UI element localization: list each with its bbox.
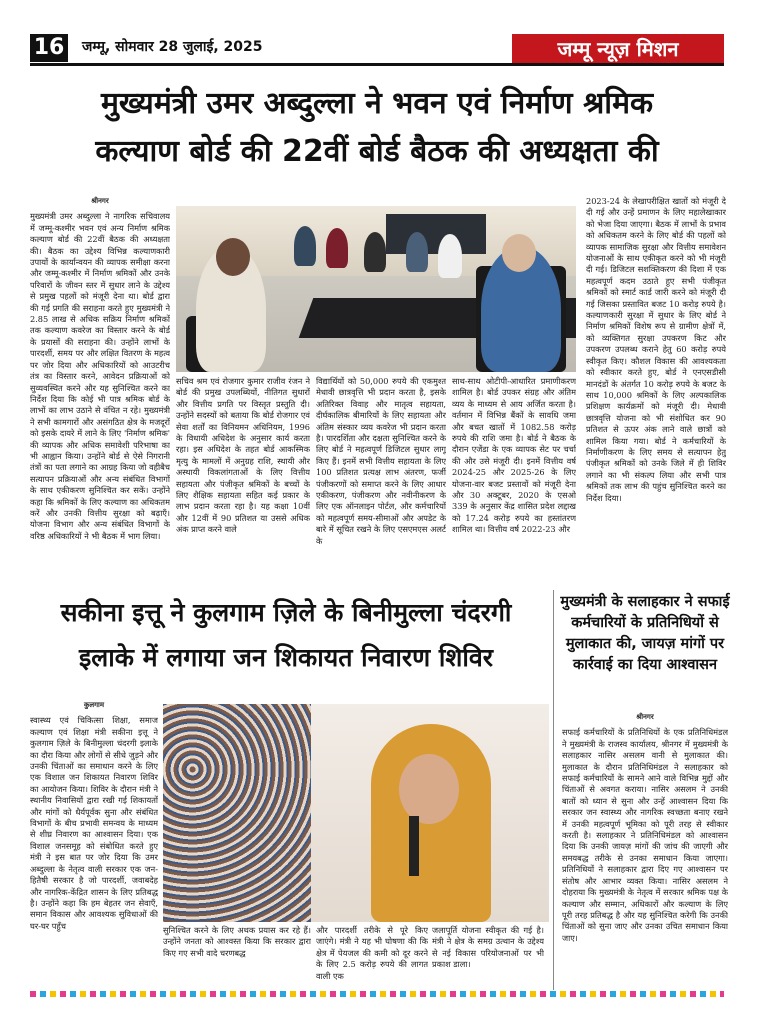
photo-person [294, 226, 316, 266]
story1-col3-text: विद्यार्थियों को 50,000 रुपये की एकमुश्त मेधावी छात्रवृत्ति भी प्रदान करता है, इसके अतिरिक्त विवाह और मातृत्व सहायता, दीर्घकालिक बीमारियों के लिए सहायता और अंतिम संस्कार व्यय कवरेज भी प्रदान करता है। पारदर्शिता और दक्षता सुनिश्चित करने के लिए बोर्ड ने महत्वपूर्ण डिजिटल सुधार लागू किए हैं। इनमें सभी वित्तीय सहायता के लिए 100 प्रतिशत प्रत्यक्ष लाभ अंतरण, फर्जी पंजीकरणों को समाप्त करने के लिए आधार एकीकरण, पंजीकरण और नवीनीकरण के लिए एक ऑनलाइन पोर्टल, और कर्मचारियों को महत्वपूर्ण समय-सीमाओं और अपडेट के बारे में सूचित रखने के लिए एसएमएस अलर्ट के [316, 376, 446, 546]
masthead-rule [30, 63, 724, 66]
story2-col1 [30, 700, 158, 988]
photo-person-head [502, 234, 536, 272]
story2-headline-line1: सकीना इत्तू ने कुलगाम ज़िले के बिनीमुल्ला चंदरगी [60, 598, 512, 627]
story1-col1 [30, 196, 170, 574]
story2-headline-line2: इलाके में लगाया जन शिकायत निवारण शिविर [79, 643, 493, 672]
photo-person [326, 228, 348, 268]
story1-col4 [452, 376, 576, 576]
story1-col2-text: सचिव श्रम एवं रोजगार कुमार राजीव रंजन ने बोर्ड की प्रमुख उपलब्धियों, नीतिगत सुधारों और वित्तीय प्रगति पर विस्तृत प्रस्तुति दी। उन्होंने सदस्यों को बताया कि बोर्ड रोजगार एवं सेवा शर्तों का विनियमन अधिनियम, 1996 के विधायी अधिदेश के अनुसार कार्य करता रहा। इस अधिदेश के तहत बोर्ड आकस्मिक मृत्यु के मामलों में अनुग्रह राशि, स्थायी और अस्थायी विकलांगताओं के लिए वित्तीय सहायता और पंजीकृत श्रमिकों के बच्चों के लिए शैक्षिक सहायता सहित कई प्रकार के लाभ प्रदान करता रहा है। यह कक्षा 10वीं और 12वीं में 90 प्रतिशत या उससे अधिक अंक प्राप्त करने वाले [176, 376, 310, 535]
page-number: 16 [30, 34, 68, 62]
story2-col4 [432, 925, 544, 987]
masthead [0, 0, 758, 62]
story3-dateline: श्रीनगर [636, 713, 654, 721]
speaker-photo [311, 704, 549, 922]
footer-dot-rule [30, 991, 724, 997]
story2-col4-text: जलापूर्ति योजना स्वीकृत की गई है। मंत्री ने क्षेत्र के समग्र उत्थान के उद्देश्य से नई विकास परियोजनाओं पर भी प्रकाश डाला। [432, 925, 544, 970]
photo-person [406, 232, 428, 272]
column-divider [553, 590, 554, 990]
story1-col1-text: मुख्यमंत्री उमर अब्दुल्ला ने नागरिक सचिवालय में जम्मू-कश्मीर भवन एवं अन्य निर्माण श्रमिक कल्याण बोर्ड की 22वीं बैठक की अध्यक्षता की। बैठक का उद्देश्य विभिन्न कल्याणकारी उपायों के कार्यान्वयन की व्यापक समीक्षा करना और जम्मू-कश्मीर में निर्माण श्रमिकों और उनके परिवारों के जीवन स्तर में सुधार लाने के उद्देश्य से प्रमुख पहलों को मंजूरी देना था। बोर्ड द्वारा की गई प्रगति की सराहना करते हुए मुख्यमंत्री ने 2.85 लाख से अधिक सक्रिय निर्माण श्रमिकों तक कल्याण कवरेज का विस्तार करने के बोर्ड के प्रयासों की सराहना की। उन्होंने लाभों के पारदर्शी, समय पर और लक्षित वितरण के महत्व पर जोर दिया और अधिकारियों को आउटरीच तंत्र का विस्तार करने, आवेदन प्रक्रियाओं को सुव्यवस्थित करने और यह सुनिश्चित करने का निर्देश दिया कि कोई भी पात्र श्रमिक बोर्ड के लाभों का लाभ उठाने से वंचित न रहे। मुख्यमंत्री ने सभी कामगारों और असंगठित क्षेत्र के मजदूरों को इसके दायरे में लाने के लिए 'निर्माण श्रमिक' की व्यापक और अधिक समावेशी परिभाषा का भी आह्वान किया। उन्होंने बोर्ड से ऐसे निगरानी तंत्रों का पता लगाने का आग्रह किया जो वहीबैच सत्यापन प्रक्रियाओं और अन्य संबंधित विभागों के साथ एकीकरण सुनिश्चित कर सकें। उन्होंने कहा कि श्रमिकों के लिए कल्याण का अधिकतम करें और उनकी वित्तीय सुरक्षा को बढ़ाएँ। योजना विभाग और अन्य संबंधित विभागों के वरिष्ठ अधिकारियों ने भी बैठक में भाग लिया। [30, 211, 170, 541]
brand-logo: जम्मू न्यूज़ मिशन [512, 34, 724, 64]
story2-col2-text: सुनिश्चित करने के लिए अथक प्रयास कर रहे हैं। उन्होंने जनता को आश्वस्त किया कि सरकार द्वारा किए गए सभी वादे चरणबद्ध [163, 925, 311, 958]
story1-col3 [316, 376, 446, 576]
story1-col5 [586, 196, 726, 576]
story3-body [562, 712, 728, 988]
crowd-photo [163, 704, 311, 922]
story2-col2 [163, 925, 311, 987]
story2-dateline: कुलगाम [83, 701, 105, 709]
photo-person-face [399, 754, 459, 824]
story3-headline: मुख्यमंत्री के सलाहकार ने सफाई कर्मचारियों के प्रतिनिधियों से मुलाकात की, जायज़ मांगों पर कार्रवाई का दिया आश्वासन [560, 594, 730, 673]
issue-dateline: जम्मू, सोमवार 28 जुलाई, 2025 [82, 39, 263, 55]
story2-col1-text: स्वास्थ्य एवं चिकित्सा शिक्षा, समाज कल्याण एवं शिक्षा मंत्री सकीना इत्तू ने कुलगाम ज़िले के बिनीमुल्ला चंदरगी इलाके का दौरा किया और लोगों से सीधे जुड़ने और उनकी चिंताओं का समाधान करने के लिए एक विशाल जन शिकायत निवारण शिविर का आयोजन किया। शिविर के दौरान मंत्री ने स्थानीय निवासियों द्वारा रखी गई शिकायतों और मांगों को धैर्यपूर्वक सुना और संबंधित विभागों के बीच प्रभावी समन्वय के माध्यम से शीघ्र निवारण का आश्वासन दिया। एक विशाल जनसमूह को संबोधित करते हुए मंत्री ने इस बात पर जोर दिया कि उमर अब्दुल्ला के नेतृत्व वाली सरकार एक जन-हितैषी सरकार है जो पारदर्शी, जवाबदेह और नागरिक-केंद्रित शासन के लिए प्रतिबद्ध है। उन्होंने कहा कि हम बेहतर जन सेवाएँ, समान विकास और आवश्यक सुविधाओं की घर-घर पहुँच [30, 715, 158, 931]
story2-col3-text: और पारदर्शी तरीके से पूरे किए जाएंगे। मंत्री ने यह भी घोषणा की कि क्षेत्र में पेयजल की कमी को दूर करने के लिए 2.5 करोड़ रुपये की लागत वाली एक [316, 925, 428, 981]
story1-headline-line1: मुख्यमंत्री उमर अब्दुल्ला ने भवन एवं निर्माण श्रमिक [100, 86, 654, 121]
story1-col5-text: 2023-24 के लेखापरीक्षित खातों को मंजूरी दे दी गई और उन्हें प्रमाणन के लिए महालेखाकार को भेजा दिया जाएगा। बैठक में लाभों के प्रभाव को अधिकतम करने के लिए बोर्ड की पहलों को व्यापक सामाजिक सुरक्षा और वित्तीय समावेशन योजनाओं के साथ एकीकृत करने को भी मंजूरी दी गई। डिजिटल सशक्तिकरण की दिशा में एक महत्वपूर्ण कदम उठाते हुए सभी पंजीकृत श्रमिकों को स्मार्ट कार्ड जारी करने को मंजूरी दी गई जिसका प्रस्तावित बजट 10 करोड़ रुपये है। कल्याणकारी सुरक्षा में सुधार के लिए बोर्ड ने निर्माण श्रमिकों विशेष रूप से ग्रामीण क्षेत्रों में, को व्यक्तिगत सुरक्षा उपकरण किट और उपकरण उपलब्ध कराने हेतु 60 करोड़ रुपये स्वीकृत किए। कौशल विकास की आवश्यकता को स्वीकार करते हुए, बोर्ड ने एनएसडीसी मानदंडों के अंतर्गत 10 करोड़ रुपये के बजट के साथ 10,000 श्रमिकों के लिए अल्पकालिक प्रशिक्षण कार्यक्रमों को मंजूरी दी। मेधावी छात्रवृत्ति योजना को भी संशोधित कर 90 प्रतिशत से ऊपर अंक लाने वाले छात्रों को शामिल किया गया। बोर्ड ने कर्मचारियों के निर्माणीकरण के लिए समय से सत्यापन हेतु पंजीकृत श्रमिकों को उनके जिले में ही शिविर लगाने का भी संकल्प लिया और सभी पात्र श्रमिकों तक लाभ की पहुंच सुनिश्चित करने का निर्देश दिया। [586, 196, 726, 503]
story2-headline [30, 590, 542, 680]
photo-person [364, 232, 386, 272]
meeting-photo [176, 206, 576, 372]
story3-body-text: सफाई कर्मचारियों के प्रतिनिधियों के एक प्रतिनिधिमंडल ने मुख्यमंत्री के राजस्व कार्यालय, श्रीनगर में मुख्यमंत्री के सलाहकार नासिर असलम वानी से मुलाकात की। मुलाकात के दौरान प्रतिनिधिमंडल ने सलाहकार को सफाई कर्मचारियों के सामने आने वाले विभिन्न मुद्दों और चिंताओं से अवगत कराया। नासिर असलम ने उनकी बातों को ध्यान से सुना और उन्हें आश्वासन दिया कि सरकार जन स्वास्थ्य और नागरिक स्वच्छता बनाए रखने में उनकी महत्वपूर्ण भूमिका को पूरी तरह से स्वीकार करती है। सलाहकार ने प्रतिनिधिमंडल को आश्वासन दिया कि उनकी जायज़ मांगों की जांच की जाएगी और समयबद्ध तरीके से उनका समाधान किया जाएगा। प्रतिनिधियों ने सलाहकार द्वारा दिए गए आश्वासन पर संतोष और आभार व्यक्त किया। नासिर असलम ने दोहराया कि मुख्यमंत्री के नेतृत्व में सरकार श्रमिक पक्ष के कल्याण और सम्मान, अधिकारों और कल्याण के लिए पूरी तरह प्रतिबद्ध है और यह सुनिश्चित करेगी कि उनकी चिंताओं को सुना जाए और उनका उचित समाधान किया जाए। [562, 727, 728, 943]
photo-screen [386, 214, 486, 254]
story1-headline-line2: कल्याण बोर्ड की 22वीं बोर्ड बैठक की अध्यक्षता की [95, 134, 659, 169]
story1-headline [30, 80, 724, 176]
story2-col3 [316, 925, 428, 987]
story1-dateline: श्रीनगर [91, 197, 109, 205]
photo-person [438, 234, 462, 278]
photo-person-head [216, 238, 250, 276]
story1-col2 [176, 376, 310, 576]
microphone-icon [409, 816, 419, 876]
story1-col4-text: साथ-साथ ओटीपी-आधारित प्रमाणीकरण शामिल है। बोर्ड उपकर संग्रह और अंतिम व्यय के माध्यम से आय अर्जित करता है। वर्तमान में विभिन्न बैंकों के सावधि जमा और बचत खातों में 1082.58 करोड़ रुपये की राशि जमा है। बोर्ड ने बैठक के दौरान एजेंडा के एक व्यापक सेट पर चर्चा की और उसे मंजूरी दी। इनमें वित्तीय वर्ष 2024-25 और 2025-26 के लिए योजना-वार बजट प्रस्तावों को मंजूरी देना और 30 अक्टूबर, 2020 के एसओ 339 के अनुसार केंद्र शासित प्रदेश लद्दाख को 17.24 करोड़ रुपये का हस्तांतरण शामिल था। वित्तीय वर्ष 2022-23 और [452, 376, 576, 535]
